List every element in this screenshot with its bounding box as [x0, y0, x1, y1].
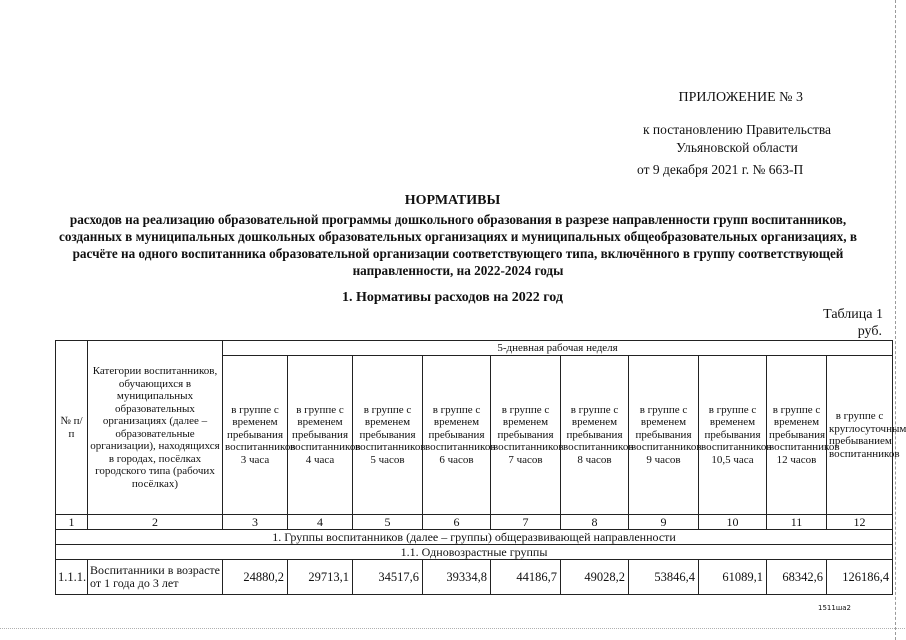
column-number: 5	[353, 515, 423, 530]
column-number: 9	[629, 515, 699, 530]
header-stay-4h: в группе с временем пребывания воспитанников 4 часа	[288, 356, 353, 515]
decree-line: Ульяновской области	[676, 140, 798, 155]
column-number: 4	[288, 515, 353, 530]
page-edge	[895, 0, 896, 640]
header-num: № п/п	[56, 341, 88, 515]
cost-6h: 39334,8	[423, 560, 491, 595]
cost-24h: 126186,4	[827, 560, 893, 595]
header-week: 5-дневная рабочая неделя	[223, 341, 893, 356]
table-label: Таблица 1	[823, 307, 883, 322]
decree-reference	[627, 121, 847, 157]
cost-7h: 44186,7	[491, 560, 561, 595]
cost-12h: 68342,6	[767, 560, 827, 595]
appendix-number: ПРИЛОЖЕНИЕ № 3	[678, 90, 803, 105]
document-subtitle: расходов на реализацию образовательной программы дошкольного образования в разрезе направленности групп воспитанников, созданных в муниципальных дошкольных образовательных организациях и муниципальных общеобразовательных организациях, в расчёте на одного воспитанника образовательной организации соответствующего типа, включённого в группу соответствующей направленности, на 2022-2024 годы	[59, 212, 857, 278]
header-stay-8h: в группе с временем пребывания воспитанников 8 часов	[561, 356, 629, 515]
decree-date: от 9 декабря 2021 г. № 663-П	[637, 162, 804, 177]
column-number: 2	[88, 515, 223, 530]
decree-line: к постановлению Правительства	[642, 122, 832, 137]
header-stay-9h: в группе с временем пребывания воспитанников 9 часов	[629, 356, 699, 515]
header-stay-12h: в группе с временем пребывания воспитанников 12 часов	[767, 356, 827, 515]
unit-label: руб.	[857, 324, 882, 339]
column-number: 1	[56, 515, 88, 530]
table-row	[56, 560, 893, 595]
cost-8h: 49028,2	[561, 560, 629, 595]
column-number: 12	[827, 515, 893, 530]
document-title: НОРМАТИВЫ	[404, 193, 501, 208]
row-num: 1.1.1.	[56, 560, 88, 595]
cost-3h: 24880,2	[223, 560, 288, 595]
column-number: 10	[699, 515, 767, 530]
header-stay-7h: в группе с временем пребывания воспитанников 7 часов	[491, 356, 561, 515]
cost-5h: 34517,6	[353, 560, 423, 595]
column-number: 11	[767, 515, 827, 530]
norms-table	[55, 340, 906, 595]
column-number: 8	[561, 515, 629, 530]
section-title: 1. Нормативы расходов на 2022 год	[342, 290, 563, 305]
column-number: 3	[223, 515, 288, 530]
subgroup-title: 1.1. Одновозрастные группы	[56, 545, 893, 560]
cost-10-5h: 61089,1	[699, 560, 767, 595]
cost-4h: 29713,1	[288, 560, 353, 595]
header-category: Категории воспитанников, обучающихся в муниципальных образовательных организациях (далее – образовательные организации), находящихся в городах, посёлках городского типа (рабочих посёлках)	[88, 341, 223, 515]
column-number: 7	[491, 515, 561, 530]
row-category: Воспитанники в возрасте от 1 года до 3 лет	[88, 560, 223, 595]
header-stay-24h: в группе с круглосуточным пребыванием воспитанников	[827, 356, 893, 515]
column-number: 6	[423, 515, 491, 530]
header-stay-3h: в группе с временем пребывания воспитанников 3 часа	[223, 356, 288, 515]
page-stamp: 1511ша2	[818, 604, 851, 612]
cost-9h: 53846,4	[629, 560, 699, 595]
header-stay-10-5h: в группе с временем пребывания воспитанников 10,5 часа	[699, 356, 767, 515]
header-stay-5h: в группе с временем пребывания воспитанников 5 часов	[353, 356, 423, 515]
header-stay-6h: в группе с временем пребывания воспитанников 6 часов	[423, 356, 491, 515]
group-title: 1. Группы воспитанников (далее – группы) общеразвивающей направленности	[56, 530, 893, 545]
scan-edge	[0, 628, 905, 629]
